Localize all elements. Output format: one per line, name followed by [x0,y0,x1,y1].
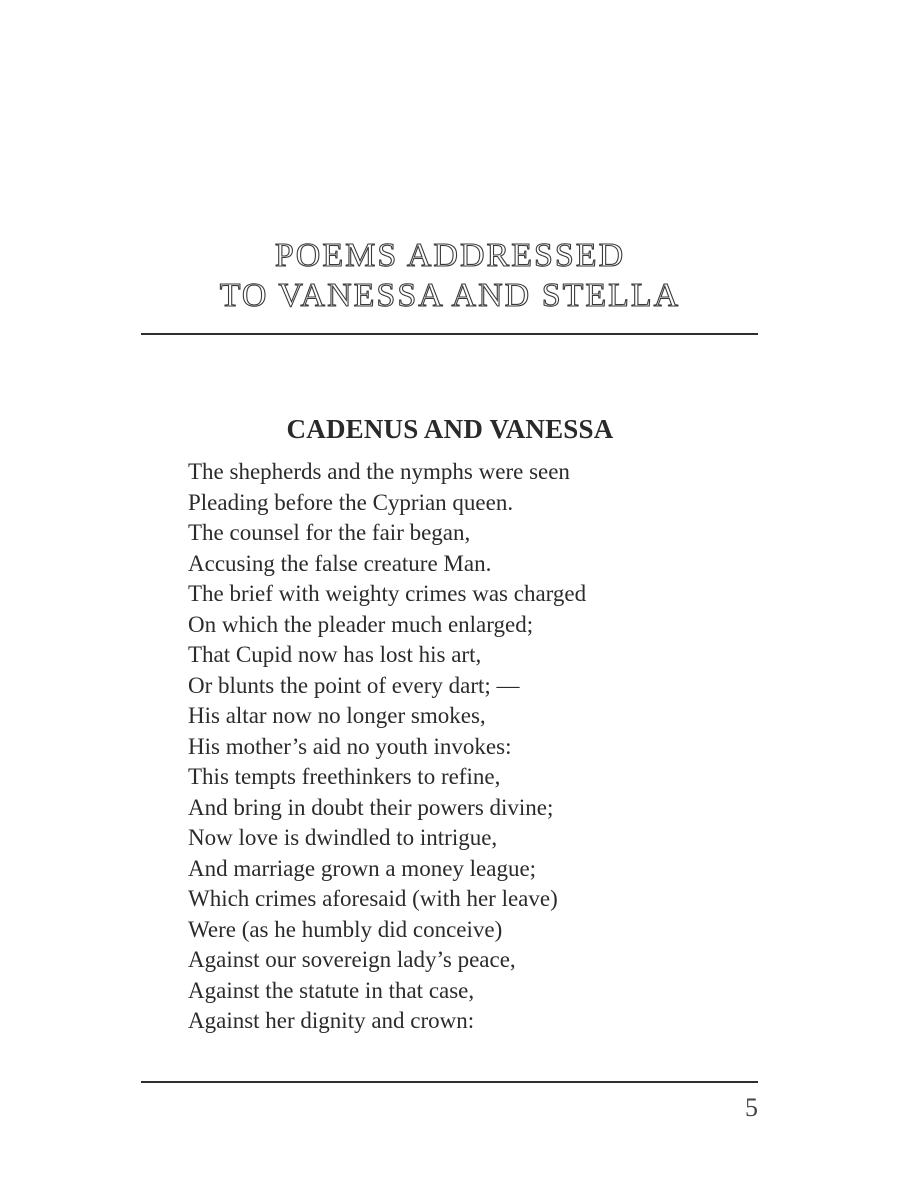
poem-line: And bring in doubt their powers divine; [188,794,554,820]
poem-line: Now love is dwindled to intrigue, [188,825,498,850]
poem-line: Against our sovereign lady’s peace, [188,947,516,972]
page-number: 5 [745,1093,758,1122]
section-heading-line-1: POEMS ADDRESSED [274,237,626,274]
section-heading-line-2: TO VANESSA AND STELLA [219,277,681,314]
section-heading [140,236,760,316]
poem-line: His altar now no longer smokes, [188,703,486,728]
poem-line: His mother’s aid no youth invokes: [188,733,512,759]
poem-line: Against her dignity and crown: [188,1008,475,1033]
bottom-divider [141,1081,758,1083]
poem-line: Or blunts the point of every dart; — [188,672,520,698]
poem-line: The counsel for the fair began, [188,520,471,545]
top-divider [141,333,758,335]
poem-line: And marriage grown a money league; [188,855,537,881]
poem-line: Were (as he humbly did conceive) [188,916,503,942]
poem-line: That Cupid now has lost his art, [188,642,482,667]
poem-line: This tempts freethinkers to refine, [188,764,501,789]
poem-text [188,457,586,1037]
poem-title: CADENUS AND VANESSA [286,414,614,444]
poem-line: Which crimes aforesaid (with her leave) [188,886,558,911]
poem-line: Accusing the false creature Man. [188,550,492,576]
poem-line: On which the pleader much enlarged; [188,611,534,637]
poem-line: The brief with weighty crimes was charged [188,581,587,606]
poem-line: The shepherds and the nymphs were seen [188,459,570,484]
poem-line: Pleading before the Cyprian queen. [188,489,514,515]
poem-line: Against the statute in that case, [188,977,475,1003]
